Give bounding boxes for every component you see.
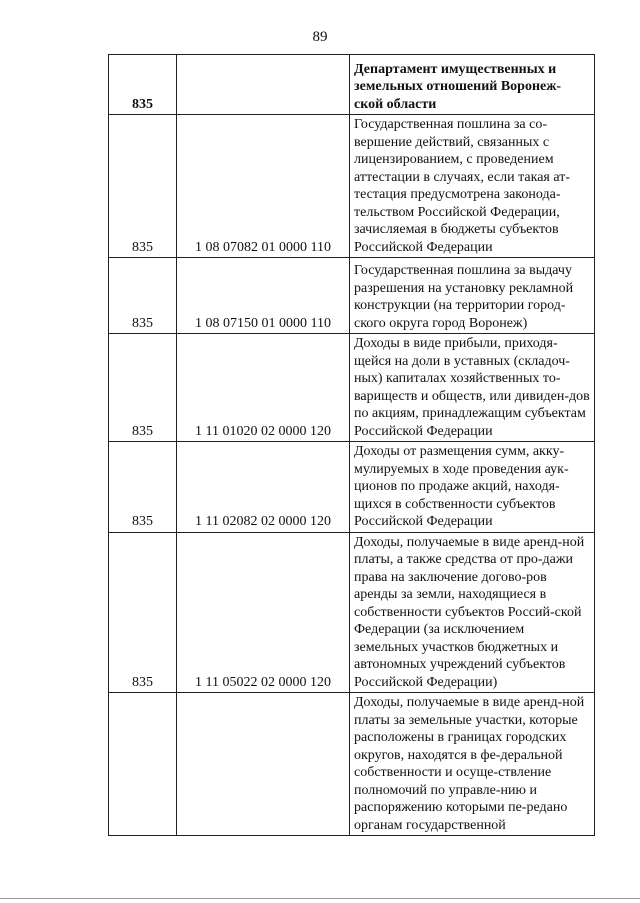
table-row <box>109 334 595 442</box>
row-admin-code: 835 <box>109 532 177 693</box>
row-description: Доходы от размещения сумм, акку-мулируемых в ходе проведения аук-ционов по продаже акций, находя-щихся в собственности субъектов Российской Федерации <box>350 442 595 533</box>
table-header-row <box>109 55 595 115</box>
row-admin-code: 835 <box>109 115 177 258</box>
row-kbk: 1 11 02082 02 0000 120 <box>177 442 350 533</box>
row-description: Государственная пошлина за выдачу разрешения на установку рекламной конструкции (на территории город-ского округа город Воронеж) <box>350 258 595 334</box>
header-kbk <box>177 55 350 115</box>
row-description: Государственная пошлина за со-вершение действий, связанных с лицензированием, с проведением аттестации в случаях, если такая ат-тестация предусмотрена законода-тельством Российской Федерации, зачисляемая в бюджеты субъектов Российской Федерации <box>350 115 595 258</box>
row-admin-code: 835 <box>109 334 177 442</box>
revenue-table <box>108 54 595 836</box>
row-admin-code: 835 <box>109 258 177 334</box>
table-row <box>109 532 595 693</box>
table-row <box>109 258 595 334</box>
table-row <box>109 442 595 533</box>
row-description: Доходы в виде прибыли, приходя-щейся на доли в уставных (складоч-ных) капиталах хозяйственных то-вариществ и обществ, или дивиден-дов по акциям, принадлежащим субъектам Российской Федерации <box>350 334 595 442</box>
row-kbk: 1 11 01020 02 0000 120 <box>177 334 350 442</box>
row-description: Доходы, получаемые в виде аренд-ной платы за земельные участки, которые расположены в границах городских округов, находятся в фе-деральной собственности и осуще-ствление полномочий по управле-нию и распоряжению которыми пе-редано органам государственной <box>350 693 595 836</box>
page-bottom-rule <box>0 898 640 899</box>
page-number: 89 <box>312 29 328 45</box>
row-admin-code <box>109 693 177 836</box>
header-admin-code: 835 <box>109 55 177 115</box>
table-row <box>109 693 595 836</box>
row-kbk <box>177 693 350 836</box>
header-department-name: Департамент имущественных и земельных отношений Воронеж-ской области <box>350 55 595 115</box>
row-admin-code: 835 <box>109 442 177 533</box>
row-kbk: 1 08 07150 01 0000 110 <box>177 258 350 334</box>
row-kbk: 1 11 05022 02 0000 120 <box>177 532 350 693</box>
table-row <box>109 115 595 258</box>
row-description: Доходы, получаемые в виде аренд-ной платы, а также средства от про-дажи права на заключение догово-ров аренды за земли, находящиеся в собственности субъектов Россий-ской Федерации (за исключением земельных участков бюджетных и автономных учреждений субъектов Российской Федерации) <box>350 532 595 693</box>
row-kbk: 1 08 07082 01 0000 110 <box>177 115 350 258</box>
